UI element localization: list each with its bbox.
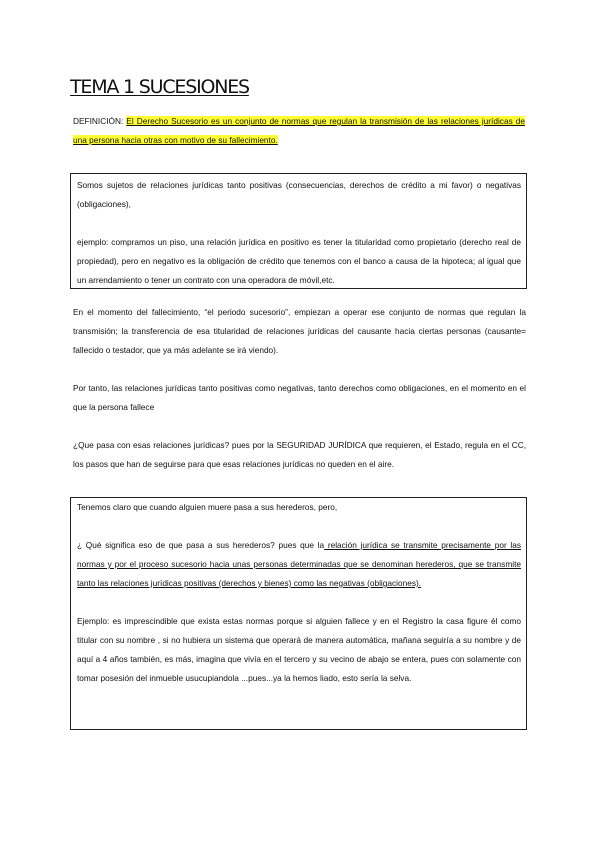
box2-underlined-answer: relación jurídica se transmite precisamente por las normas y por el proceso sucesorio hacia unas personas determinadas que se denominan herederos, que se transmite tanto las relaciones jurídicas positivas (derechos y bienes) como las negativas (obligaciones).	[77, 540, 521, 588]
box2-paragraph-2	[77, 536, 521, 593]
definition-highlighted-text: El Derecho Sucesorio es un conjunto de normas que regulan la transmisión de las relaciones jurídicas de una persona hacia otras con motivo de su fallecimiento.	[73, 116, 525, 145]
box1-paragraph-2: ejemplo: compramos un piso, una relación jurídica en positivo es tener la titularidad como propietario (derecho real de propiedad), pero en negativo es la obligación de crédito que tenemos con el banco a causa de la hipoteca; al igual que un arrendamiento o tener un contrato con una operadora de móvil,etc.	[77, 237, 521, 285]
paragraph-fallecimiento: En el momento del fallecimiento, “el periodo sucesorio”, empiezan a operar ese conjunto de normas que regulan la transmisión; la transferencia de esa titularidad de relaciones jurídicas del causante hacia ciertas personas (causante= fallecido o testador, que ya más adelante se irá viendo).	[73, 307, 526, 355]
paragraph-seguridad-juridica: ¿Que pasa con esas relaciones jurídicas? pues por la SEGURIDAD JURÍDICA que requieren, el Estado, regula en el CC, los pasos que han de seguirse para que esas relaciones jurídicas no queden en el aire.	[73, 440, 526, 469]
box2-paragraph-1: Tenemos claro que cuando alguien muere pasa a sus herederos, pero,	[77, 502, 338, 512]
example-box-herederos	[70, 497, 527, 730]
definition-paragraph	[73, 112, 525, 150]
box2-question: ¿ Qué significa eso de que pasa a sus herederos? pues que la	[77, 540, 325, 550]
page-title: TEMA 1 SUCESIONES	[70, 76, 249, 98]
example-box-relations	[70, 173, 527, 289]
box1-paragraph-1: Somos sujetos de relaciones jurídicas tanto positivas (consecuencias, derechos de crédito a mi favor) o negativas (obligaciones),	[77, 180, 521, 209]
definition-label: DEFINICIÓN:	[73, 116, 124, 126]
paragraph-por-tanto: Por tanto, las relaciones jurídicas tanto positivas como negativas, tanto derechos como obligaciones, en el momento en el que la persona fallece	[73, 383, 526, 412]
box2-paragraph-3: Ejemplo: es imprescindible que exista estas normas porque si alguien fallece y en el Registro la casa figure él como titular con su nombre , si no hubiera un sistema que operará de manera automática, mañana seguiría a su nombre y de aquí a 4 años también, es más, imagina que vivía en el tercero y su vecino de abajo se entera, pues con solamente con tomar posesión del inmueble usucupiandola ...pues...ya la hemos liado, esto sería la selva.	[77, 616, 521, 683]
